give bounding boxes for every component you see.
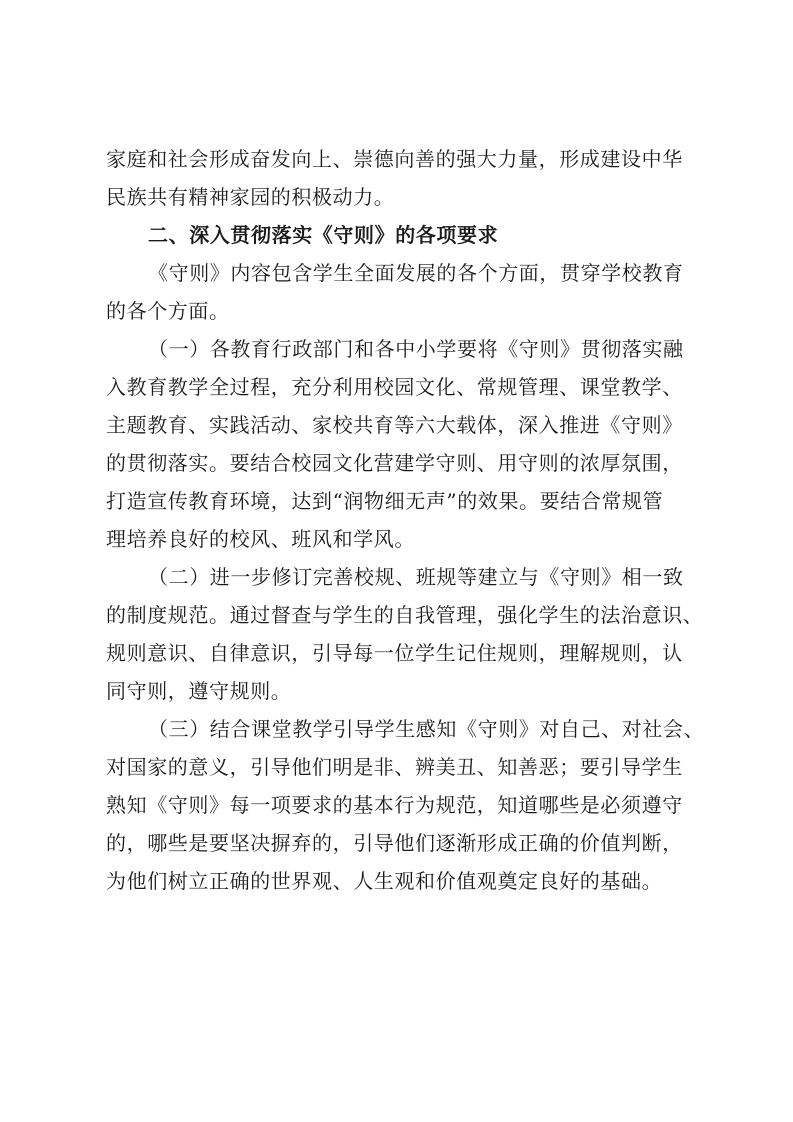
text-line: 同守则，遵守规则。	[106, 679, 292, 703]
text-line: 为他们树立正确的世界观、人生观和价值观奠定良好的基础。	[106, 869, 663, 893]
text-line: 打造宣传教育环境，达到“润物细无声”的效果。要结合常规管	[106, 489, 664, 513]
text-line: 主题教育、实践活动、家校共育等六大载体，深入推进《守则》	[106, 413, 683, 437]
text-line: 熟知《守则》每一项要求的基本行为规范，知道哪些是必须遵守	[106, 793, 683, 817]
text-line: 规则意识、自律意识，引导每一位学生记住规则，理解规则，认	[106, 641, 683, 665]
text-line: 《守则》内容包含学生全面发展的各个方面，贯穿学校教育	[148, 261, 684, 285]
text-line: （二）进一步修订完善校规、班规等建立与《守则》相一致	[148, 565, 684, 589]
paragraph-intro	[106, 140, 692, 216]
paragraph-item-one	[106, 330, 692, 558]
text-line: 的，哪些是要坚决摒弃的，引导他们逐渐形成正确的价值判断，	[106, 831, 683, 855]
paragraph-overview	[106, 254, 692, 330]
text-line: （三）结合课堂教学引导学生感知《守则》对自己、对社会、	[148, 717, 705, 741]
text-line: 的贯彻落实。要结合校园文化营建学守则、用守则的浓厚氛围，	[106, 451, 683, 475]
paragraph-item-two	[106, 558, 704, 710]
document-body	[106, 140, 705, 900]
text-line: 对国家的意义，引导他们明是非、辨美丑、知善恶；要引导学生	[106, 755, 683, 779]
text-line: 的各个方面。	[106, 299, 230, 323]
section-heading: 二、深入贯彻落实《守则》的各项要求	[148, 223, 499, 247]
text-line: （一）各教育行政部门和各中小学要将《守则》贯彻落实融	[148, 337, 684, 361]
text-line: 的制度规范。通过督查与学生的自我管理，强化学生的法治意识、	[106, 603, 704, 627]
text-line: 理培养良好的校风、班风和学风。	[106, 527, 415, 551]
paragraph-item-three	[106, 710, 705, 900]
text-line: 民族共有精神家园的积极动力。	[106, 185, 395, 209]
text-line: 家庭和社会形成奋发向上、崇德向善的强大力量，形成建设中华	[106, 147, 683, 171]
section-heading-block	[106, 216, 692, 254]
text-line: 入教育教学全过程，充分利用校园文化、常规管理、课堂教学、	[106, 375, 683, 399]
